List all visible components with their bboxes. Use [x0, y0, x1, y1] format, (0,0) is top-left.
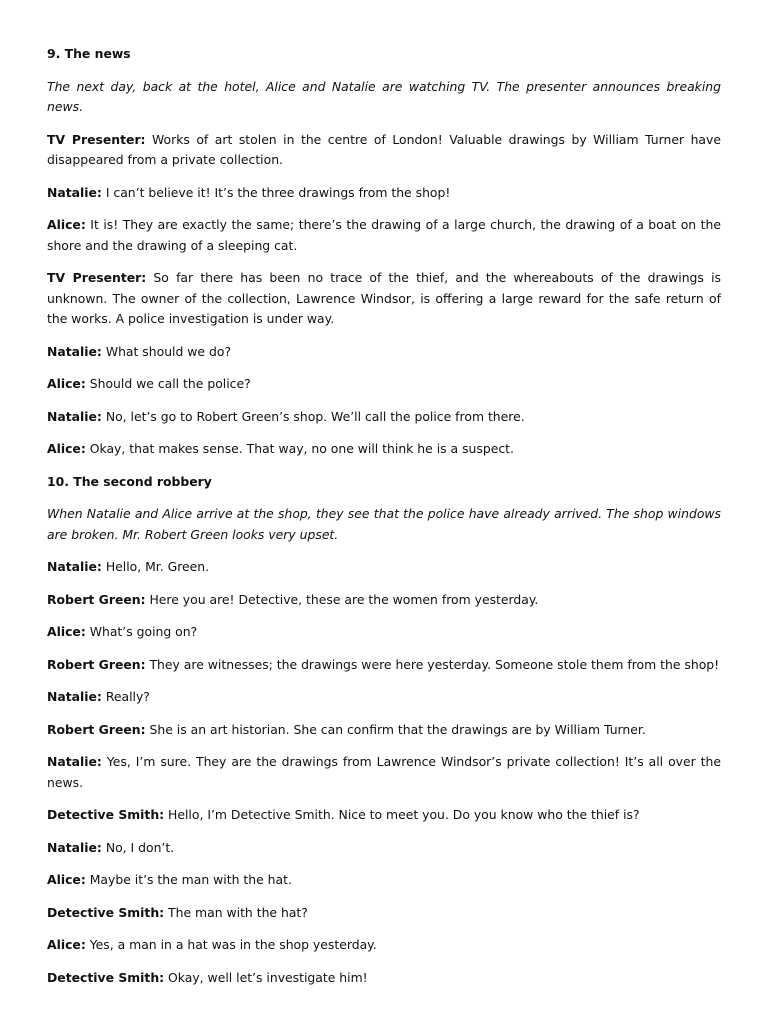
dialogue-text: They are witnesses; the drawings were here yesterday. Someone stole them from the shop!: [145, 656, 720, 672]
document-page: [47, 44, 721, 1000]
speaker-name: TV Presenter:: [47, 270, 147, 285]
dialogue-text: No, I don’t.: [101, 839, 175, 855]
speaker-name: Alice:: [47, 441, 86, 456]
dialogue-line: [47, 183, 721, 204]
speaker-name: Robert Green:: [47, 591, 146, 607]
speaker-name: Alice:: [47, 624, 86, 639]
dialogue-line: [47, 752, 721, 793]
dialogue-line: [47, 557, 721, 578]
dialogue-text: The man with the hat?: [164, 904, 308, 920]
dialogue-text: What should we do?: [101, 343, 232, 359]
speaker-name: Alice:: [47, 937, 86, 952]
dialogue-line: [47, 590, 721, 611]
dialogue-text: Works of art stolen in the centre of London! Valuable drawings by William Turner have disappeared from a private collection.: [47, 131, 721, 167]
speaker-name: Natalie:: [47, 839, 102, 855]
speaker-name: Natalie:: [47, 408, 102, 424]
speaker-name: Natalie:: [47, 184, 102, 200]
dialogue-line: [47, 870, 721, 891]
section-heading: 10. The second robbery: [47, 473, 212, 489]
dialogue-text: I can’t believe it! It’s the three drawings from the shop!: [101, 184, 451, 200]
section-heading: 9. The news: [47, 46, 131, 61]
dialogue-line: [47, 687, 721, 708]
dialogue-text: Hello, I’m Detective Smith. Nice to meet you. Do you know who the thief is?: [164, 807, 640, 822]
narration-paragraph: The next day, back at the hotel, Alice and Natalie are watching TV. The presenter announces breaking news.: [47, 78, 721, 114]
dialogue-text: Should we call the police?: [85, 376, 251, 391]
dialogue-line: [47, 935, 721, 956]
dialogue-line: [47, 407, 721, 428]
dialogue-line: [47, 268, 721, 330]
dialogue-text: She is an art historian. She can confirm that the drawings are by William Turner.: [145, 721, 646, 737]
dialogue-text: Maybe it’s the man with the hat.: [85, 872, 292, 887]
speaker-name: Detective Smith:: [47, 969, 165, 985]
dialogue-text: No, let’s go to Robert Green’s shop. We’ll call the police from there.: [101, 408, 525, 424]
dialogue-line: [47, 130, 721, 171]
dialogue-text: Really?: [101, 689, 150, 704]
speaker-name: Robert Green:: [47, 656, 146, 672]
speaker-name: Natalie:: [47, 343, 102, 359]
dialogue-text: Yes, a man in a hat was in the shop yesterday.: [85, 937, 377, 952]
dialogue-line: [47, 838, 721, 859]
dialogue-text: Hello, Mr. Green.: [101, 559, 210, 574]
dialogue-line: [47, 805, 721, 826]
dialogue-text: What’s going on?: [85, 624, 198, 639]
speaker-name: TV Presenter:: [47, 131, 146, 147]
dialogue-text: Yes, I’m sure. They are the drawings from Lawrence Windsor’s private collection! It’s all over the news.: [47, 754, 721, 790]
dialogue-line: [47, 622, 721, 643]
speaker-name: Detective Smith:: [47, 904, 165, 920]
speaker-name: Alice:: [47, 872, 86, 887]
dialogue-text: Okay, well let’s investigate him!: [164, 969, 368, 985]
narration-paragraph: When Natalie and Alice arrive at the shop, they see that the police have already arrived. The shop windows are broken. Mr. Robert Green looks very upset.: [47, 506, 721, 542]
dialogue-text: So far there has been no trace of the thief, and the whereabouts of the drawings is unknown. The owner of the collection, Lawrence Windsor, is offering a large reward for the safe return of the works. A police investigation is under way.: [47, 270, 721, 326]
dialogue-text: Here you are! Detective, these are the women from yesterday.: [145, 591, 539, 607]
speaker-name: Detective Smith:: [47, 807, 165, 822]
speaker-name: Alice:: [47, 376, 86, 391]
dialogue-line: [47, 903, 721, 924]
dialogue-line: [47, 968, 721, 989]
speaker-name: Alice:: [47, 217, 86, 232]
dialogue-line: [47, 720, 721, 741]
dialogue-line: [47, 215, 721, 256]
speaker-name: Natalie:: [47, 559, 102, 574]
speaker-name: Natalie:: [47, 689, 102, 704]
dialogue-text: Okay, that makes sense. That way, no one will think he is a suspect.: [85, 441, 514, 456]
dialogue-line: [47, 374, 721, 395]
speaker-name: Natalie:: [47, 754, 102, 769]
speaker-name: Robert Green:: [47, 721, 146, 737]
dialogue-line: [47, 342, 721, 363]
dialogue-line: [47, 655, 721, 676]
dialogue-line: [47, 439, 721, 460]
dialogue-text: It is! They are exactly the same; there’s the drawing of a large church, the drawing of a boat on the shore and the drawing of a sleeping cat.: [47, 217, 721, 253]
